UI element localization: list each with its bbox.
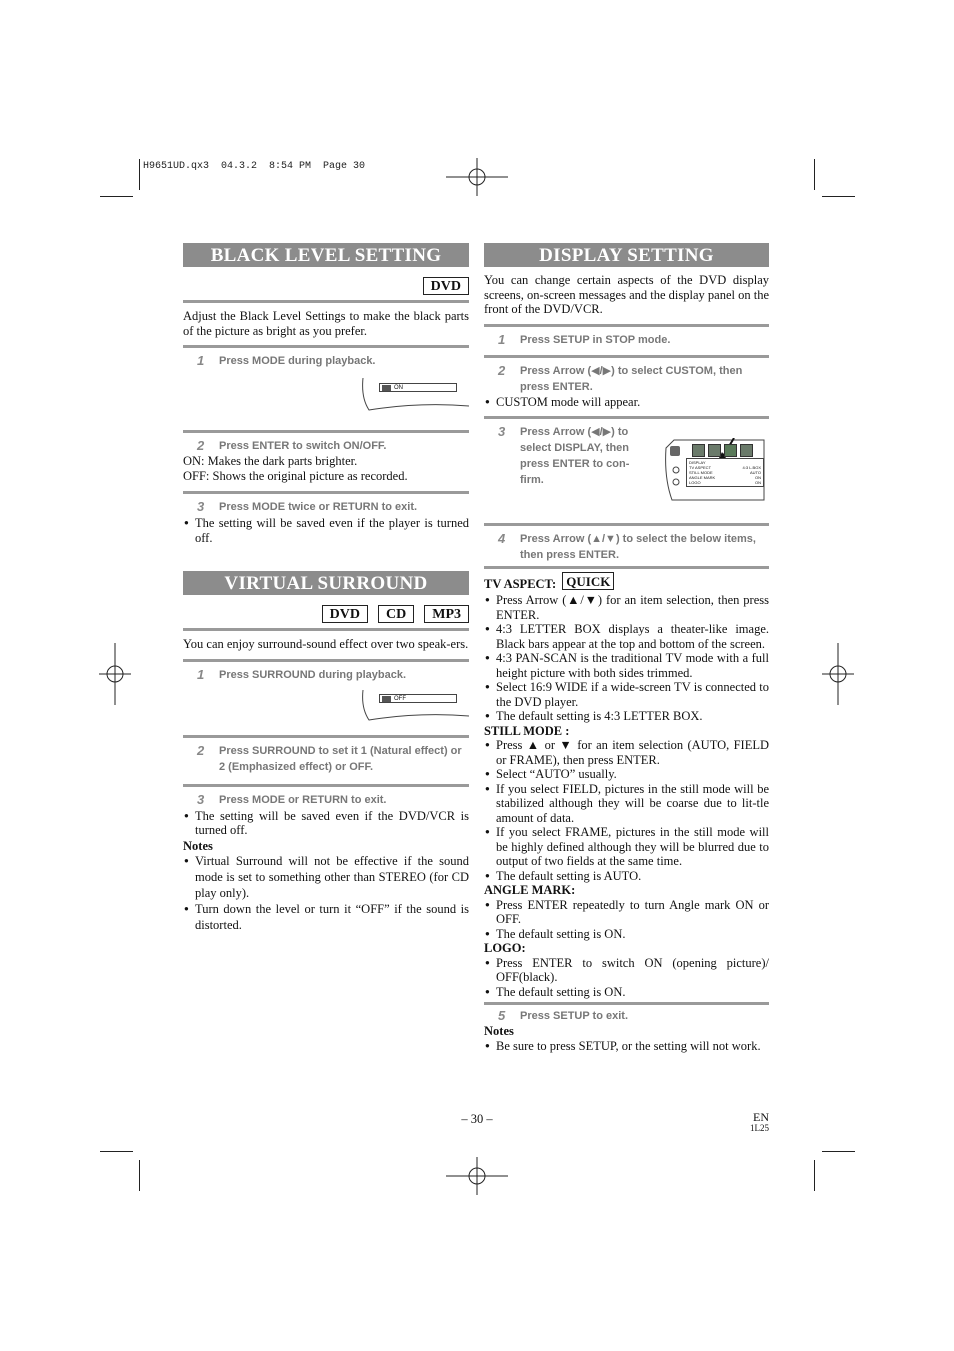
tv-screen-corner-icon <box>359 376 469 414</box>
bullet-item: ● Press Arrow (▲/▼) for an item selection, then press ENTER. <box>484 593 769 622</box>
bullet-item: ● Select “AUTO” usually. <box>484 767 769 782</box>
notes-heading: Notes <box>183 838 213 853</box>
divider <box>183 491 469 494</box>
section-title-virtual-surround: VIRTUAL SURROUND <box>183 571 469 595</box>
step-2 <box>183 743 469 775</box>
osd-illustration <box>183 683 469 729</box>
bullet-item: ● Press ENTER repeatedly to turn Angle mark ON or OFF. <box>484 898 769 927</box>
bullet-item: ● The setting will be saved even if the player is turned off. <box>183 516 469 545</box>
osd-illustration <box>183 369 469 421</box>
menu-row: STILL MODE AUTO <box>689 470 761 475</box>
bullet-item: ● The default setting is AUTO. <box>484 869 769 884</box>
step-text: Press SETUP to exit. <box>520 1010 629 1022</box>
on-description: ON: Makes the dark parts brighter. <box>183 454 358 468</box>
quick-tag: QUICK <box>562 572 614 590</box>
tv-aspect-heading: TV ASPECT: QUICK <box>484 577 769 593</box>
menu-tab-icon <box>708 444 721 457</box>
nav-arrows-icon <box>670 462 682 492</box>
step-5 <box>484 1008 769 1024</box>
crop-mark <box>814 1160 815 1191</box>
divider <box>484 355 769 358</box>
bullet-item: ● The default setting is ON. <box>484 927 769 942</box>
step-number: 3 <box>197 791 205 807</box>
still-mode-heading: STILL MODE : <box>484 723 570 738</box>
step-number: 2 <box>197 742 205 758</box>
step-text: Press MODE twice or RETURN to exit. <box>219 501 418 513</box>
bullet-item: ● If you select FIELD, pictures in the still mode will be stabilized although they will be coarse due to lit-tle amount of data. <box>484 782 769 826</box>
step-number: 5 <box>498 1008 506 1023</box>
display-menu-panel <box>686 458 764 487</box>
step-text: Press Arrow (◀/▶) to select CUSTOM, then press ENTER. <box>520 364 743 393</box>
crop-mark <box>100 196 133 197</box>
black-level-osd <box>379 383 457 392</box>
divider <box>484 566 769 569</box>
divider <box>183 659 469 662</box>
step-number: 4 <box>498 531 506 546</box>
step-number: 3 <box>197 499 205 514</box>
step-2 <box>183 438 469 454</box>
step-2 <box>484 363 769 395</box>
step-text: Press Arrow (▲/▼) to select the below items, then press ENTER. <box>520 533 756 561</box>
step-number: 1 <box>197 666 205 682</box>
divider <box>183 784 469 787</box>
bullet-item: ● If you select FRAME, pictures in the still mode will be highly defined although they will be blurred due to output of two fields at the same time. <box>484 825 769 869</box>
menu-tab-icon <box>740 444 753 457</box>
bullet-item: ● The default setting is 4:3 LETTER BOX. <box>484 709 769 724</box>
menu-header: DISPLAY <box>689 460 706 465</box>
divider <box>183 345 469 348</box>
registration-mark-icon <box>446 158 508 196</box>
step-1 <box>484 332 769 348</box>
setup-screen-illustration <box>664 438 766 504</box>
surround-osd-icon <box>382 696 391 702</box>
step-text: Press SURROUND during playback. <box>219 668 407 681</box>
step-3 <box>484 424 650 488</box>
step-number: 2 <box>498 362 506 378</box>
bullet-item: ● Select 16:9 WIDE if a wide-screen TV is connected to the DVD player. <box>484 680 769 709</box>
step-text: Press ENTER to switch ON/OFF. <box>219 440 387 452</box>
crop-mark <box>822 196 855 197</box>
divider <box>183 628 469 631</box>
step-number: 1 <box>498 331 506 347</box>
step-3-block <box>484 424 769 514</box>
divider <box>484 523 769 526</box>
osd-value: ON <box>394 385 403 391</box>
virtual-surround-osd <box>379 694 457 703</box>
disc-tags <box>183 605 469 623</box>
step-3 <box>183 499 469 515</box>
virtual-surround-intro: You can enjoy surround-sound effect over two speak-ers. <box>183 637 469 651</box>
divider <box>183 300 469 303</box>
note-item: ● Be sure to press SETUP, or the setting will not work. <box>484 1039 769 1054</box>
page-number: – 30 – <box>461 1112 493 1126</box>
step-number: 3 <box>498 424 506 439</box>
print-slug: H9651UD.qx3 04.3.2 8:54 PM Page 30 <box>143 161 366 172</box>
crop-mark <box>822 1151 855 1152</box>
logo-heading: LOGO: <box>484 941 526 955</box>
bullet-item: ● 4:3 LETTER BOX displays a theater-like image. Black bars appear at the top and bottom of the screen. <box>484 622 769 651</box>
menu-row: ANGLE MARK ON <box>689 475 761 480</box>
crop-mark <box>814 159 815 190</box>
black-level-intro: Adjust the Black Level Settings to make the black parts of the picture as bright as you prefer. <box>183 309 469 338</box>
language-code: EN <box>753 1110 769 1124</box>
divider <box>484 324 769 327</box>
registration-mark-icon <box>822 643 854 705</box>
off-description: OFF: Shows the original picture as recorded. <box>183 468 408 483</box>
step-1 <box>183 667 469 683</box>
registration-mark-icon <box>446 1157 508 1195</box>
step-text: Press MODE or RETURN to exit. <box>219 793 387 806</box>
step-text: Press SETUP in STOP mode. <box>520 333 671 346</box>
step-4 <box>484 531 769 563</box>
bullet-item: ● 4:3 PAN-SCAN is the traditional TV mode with a full height picture with both sides trimmed. <box>484 651 769 680</box>
divider <box>484 1002 769 1005</box>
divider <box>484 416 769 419</box>
step-number: 2 <box>197 438 205 453</box>
crop-mark <box>100 1151 133 1152</box>
disc-tag-dvd: DVD <box>423 277 469 295</box>
divider <box>183 430 469 433</box>
step-number: 1 <box>197 353 205 368</box>
osd-value: OFF <box>394 695 406 702</box>
display-intro: You can change certain aspects of the DVD display screens, on-screen messages and the display panel on the front of the DVD/VCR. <box>484 273 769 316</box>
divider <box>183 735 469 738</box>
disc-tag-mp3: MP3 <box>424 605 469 623</box>
note-item: ● Turn down the level or turn it “OFF” if the sound is distorted. <box>183 901 469 933</box>
disc-icon <box>670 446 680 456</box>
bullet-item: ● Press ▲ or ▼ for an item selection (AUTO, FIELD or FRAME), then press ENTER. <box>484 738 769 767</box>
document-code: 1L25 <box>750 1123 769 1133</box>
disc-tag-cd: CD <box>378 605 414 623</box>
step-text: Press SURROUND to set it 1 (Natural effect) or 2 (Emphasized effect) or OFF. <box>219 744 462 773</box>
bullet-item: ● The default setting is ON. <box>484 985 769 1000</box>
notes-heading: Notes <box>484 1024 514 1038</box>
angle-mark-heading: ANGLE MARK: <box>484 883 576 897</box>
step-text: Press MODE during playback. <box>219 355 376 367</box>
step-1 <box>183 353 469 369</box>
crop-mark <box>139 159 140 190</box>
bullet-item: ● CUSTOM mode will appear. <box>484 395 769 410</box>
menu-tab-icon <box>692 444 705 457</box>
note-item: ● Virtual Surround will not be effective if the sound mode is set to something other than STEREO (for CD play only). <box>183 853 469 901</box>
crop-mark <box>139 1160 140 1191</box>
disc-tags <box>183 277 469 295</box>
section-title-black-level: BLACK LEVEL SETTING <box>183 243 469 267</box>
menu-row: TV ASPECT 4:3 L.BOX <box>689 465 761 470</box>
step-text: Press Arrow (◀/▶) to select DISPLAY, then press ENTER to con-firm. <box>520 426 630 486</box>
menu-row: LOGO ON <box>689 480 761 485</box>
bullet-item: ● The setting will be saved even if the DVD/VCR is turned off. <box>183 809 469 838</box>
right-column <box>484 243 769 1053</box>
left-column <box>183 243 469 933</box>
menu-tab-icon <box>724 444 737 457</box>
black-level-osd-icon <box>382 385 391 391</box>
step-3 <box>183 792 469 808</box>
section-title-display-setting: DISPLAY SETTING <box>484 243 769 267</box>
registration-mark-icon <box>99 643 131 705</box>
disc-tag-dvd: DVD <box>322 605 368 623</box>
bullet-item: ● Press ENTER to switch ON (opening picture)/ OFF(black). <box>484 956 769 985</box>
